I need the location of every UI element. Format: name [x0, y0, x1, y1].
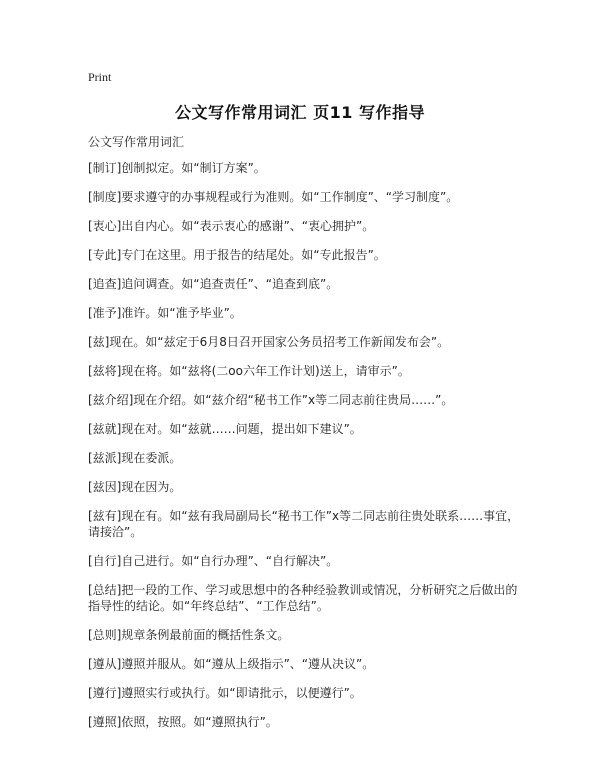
glossary-entry: [兹将]现在将。如“兹将(二oo六年工作计划)送上，请审示”。	[88, 364, 410, 378]
glossary-list	[88, 160, 528, 743]
glossary-entry: [制度]要求遵守的办事规程或行为准则。如“工作制度”、“学习制度”。	[88, 190, 459, 204]
glossary-entry: [兹有]现在有。如“兹有我局副局长“秘书工作”x等二同志前往贵处联系……事宜，请接洽”。	[88, 509, 520, 539]
glossary-entry: [衷心]出自内心。如“表示衷心的感谢”、“衷心拥护”。	[88, 219, 375, 233]
glossary-entry: [遵照]依照，按照。如“遵照执行”。	[88, 715, 278, 729]
glossary-entry: [兹派]现在委派。	[88, 451, 182, 465]
glossary-entry: [追查]追问调查。如“追查责任”、“追查到底”。	[88, 277, 339, 291]
section-subtitle: 公文写作常用词汇	[88, 135, 185, 149]
print-label: Print	[88, 70, 112, 84]
glossary-entry: [准予]准许。如“准予毕业”。	[88, 306, 242, 320]
glossary-entry: [兹因]现在因为。	[88, 480, 182, 494]
glossary-entry: [总结]把一段的工作、学习或思想中的各种经验教训或情况，分析研究之后做出的指导性的结论。如“年终总结”、“工作总结”。	[88, 583, 518, 613]
glossary-entry: [遵行]遵照实行或执行。如“即请批示，以便遵行”。	[88, 686, 362, 700]
glossary-entry: [兹]现在。如“兹定于6月8日召开国家公务员招考工作新闻发布会”。	[88, 335, 450, 349]
glossary-entry: [专此]专门在这里。用于报告的结尾处。如“专此报告”。	[88, 248, 386, 262]
glossary-entry: [制订]创制拟定。如“制订方案”。	[88, 161, 266, 175]
glossary-entry: [兹就]现在对。如“兹就……问题，提出如下建议”。	[88, 422, 362, 436]
glossary-entry: [兹介绍]现在介绍。如“兹介绍“秘书工作”x等二同志前往贵局……”。	[88, 393, 454, 407]
page-title: 公文写作常用词汇 页11 写作指导	[175, 103, 425, 122]
glossary-entry: [自行]自己进行。如“自行办理”、“自行解决”。	[88, 554, 339, 568]
glossary-entry: [总则]规章条例最前面的概括性条文。	[88, 628, 290, 642]
glossary-entry: [遵从]遵照并服从。如“遵从上级指示”、“遵从决议”。	[88, 657, 375, 671]
